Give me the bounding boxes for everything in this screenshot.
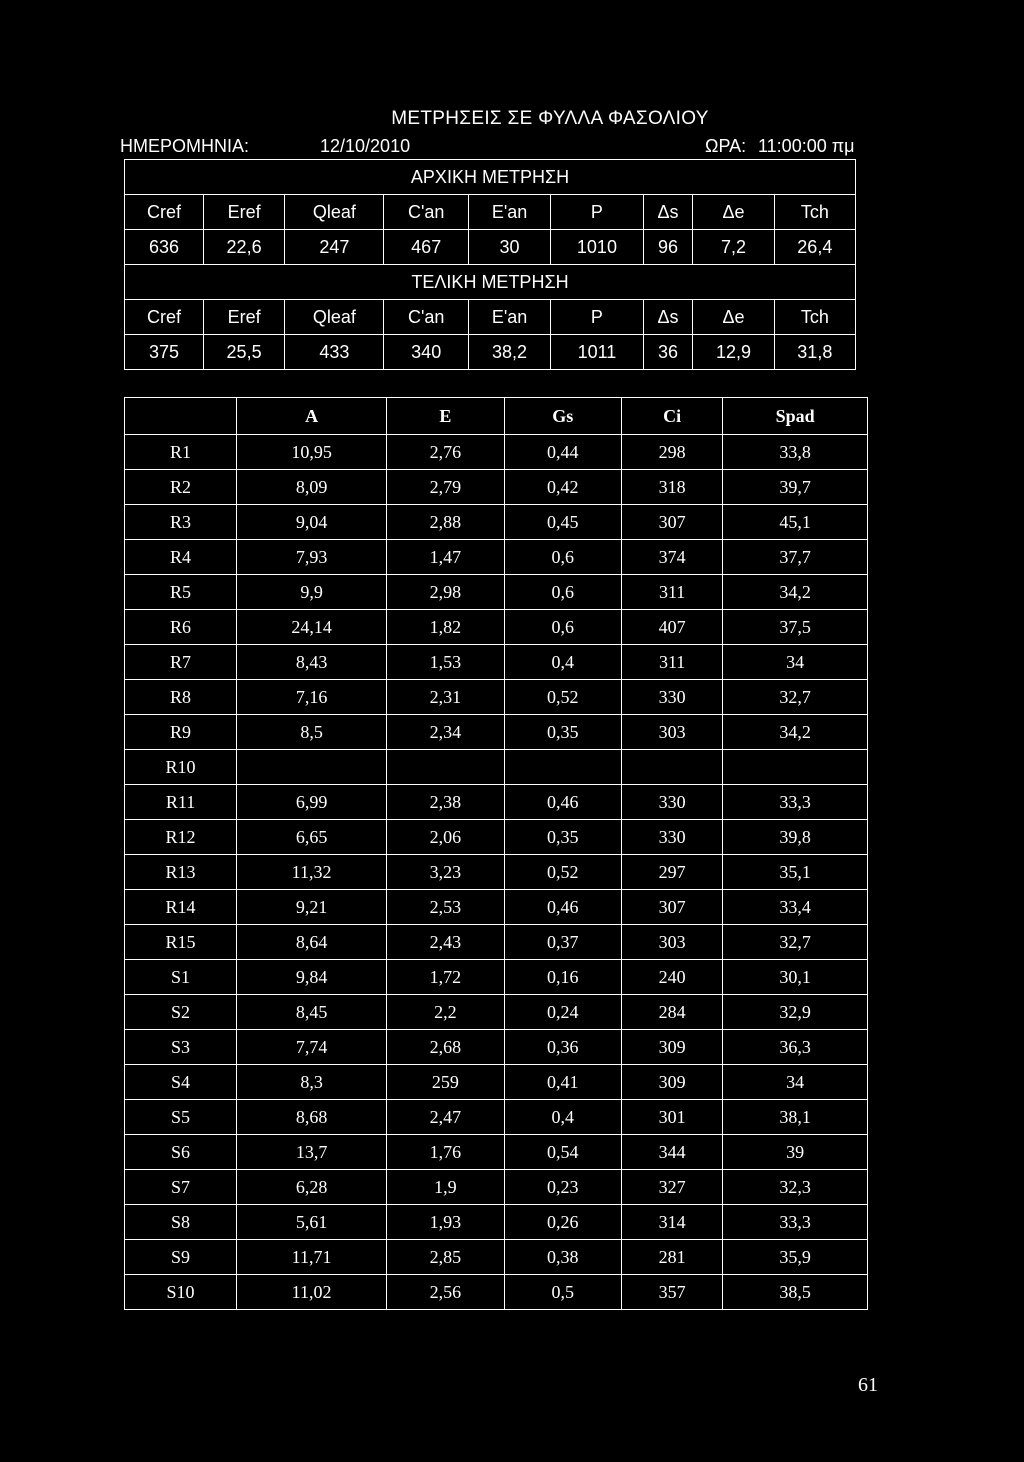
- value-cell: 31,8: [774, 335, 855, 370]
- table-cell: 8,5: [237, 715, 387, 750]
- header-cell: P: [551, 195, 644, 230]
- table-cell: 33,3: [723, 1205, 868, 1240]
- table-row: [125, 680, 868, 715]
- header-cell: E'an: [468, 300, 550, 335]
- row-label: S6: [125, 1135, 237, 1170]
- value-cell: 26,4: [774, 230, 855, 265]
- table-cell: 32,7: [723, 925, 868, 960]
- table-cell: 303: [622, 925, 723, 960]
- table-row: [125, 540, 868, 575]
- table-row: [125, 505, 868, 540]
- table-cell: 8,64: [237, 925, 387, 960]
- table-cell: 2,31: [387, 680, 504, 715]
- row-label: R9: [125, 715, 237, 750]
- table-cell: 303: [622, 715, 723, 750]
- time-value: 11:00:00 πμ: [758, 136, 855, 156]
- table-cell: 8,43: [237, 645, 387, 680]
- table-cell: 0,26: [504, 1205, 621, 1240]
- table-cell: 330: [622, 680, 723, 715]
- row-label: S3: [125, 1030, 237, 1065]
- table-cell: 0,44: [504, 435, 621, 470]
- table-cell: 0,45: [504, 505, 621, 540]
- header-cell: C'an: [384, 195, 468, 230]
- table-cell: 39,7: [723, 470, 868, 505]
- table-cell: 11,02: [237, 1275, 387, 1310]
- date-value: 12/10/2010: [320, 136, 411, 156]
- table-cell: 1,72: [387, 960, 504, 995]
- table-cell: 2,53: [387, 890, 504, 925]
- table-cell: 2,88: [387, 505, 504, 540]
- table-row: [125, 995, 868, 1030]
- table-cell: 311: [622, 645, 723, 680]
- value-cell: 12,9: [693, 335, 774, 370]
- table-cell: 2,43: [387, 925, 504, 960]
- header-cell: Δs: [643, 195, 693, 230]
- table-cell: 0,4: [504, 1100, 621, 1135]
- row-label: S4: [125, 1065, 237, 1100]
- table-cell: 0,37: [504, 925, 621, 960]
- table-row: [125, 855, 868, 890]
- table-cell: 9,04: [237, 505, 387, 540]
- row-label: R7: [125, 645, 237, 680]
- table-cell: 2,34: [387, 715, 504, 750]
- value-cell: 636: [125, 230, 204, 265]
- measurement-summary-table: [124, 159, 856, 370]
- table-row: [125, 1135, 868, 1170]
- header-cell: Qleaf: [285, 195, 384, 230]
- value-cell: 25,5: [203, 335, 284, 370]
- table-cell: 307: [622, 505, 723, 540]
- value-cell: 433: [285, 335, 384, 370]
- table-cell: 36,3: [723, 1030, 868, 1065]
- table-cell: 1,82: [387, 610, 504, 645]
- table-cell: 39: [723, 1135, 868, 1170]
- table-cell: 0,54: [504, 1135, 621, 1170]
- row-label: R12: [125, 820, 237, 855]
- header-cell: Cref: [125, 195, 204, 230]
- row-label: S8: [125, 1205, 237, 1240]
- header-cell: Δs: [643, 300, 693, 335]
- value-cell: 1010: [551, 230, 644, 265]
- header-cell: C'an: [384, 300, 468, 335]
- table-cell: 374: [622, 540, 723, 575]
- table-row: [125, 1030, 868, 1065]
- table-cell: 2,79: [387, 470, 504, 505]
- table-cell: 318: [622, 470, 723, 505]
- table-cell: 0,6: [504, 575, 621, 610]
- row-label: S7: [125, 1170, 237, 1205]
- column-header: Gs: [504, 398, 621, 435]
- table-row: [125, 645, 868, 680]
- value-cell: 96: [643, 230, 693, 265]
- table-cell: 0,41: [504, 1065, 621, 1100]
- table-cell: [237, 750, 387, 785]
- row-label: S2: [125, 995, 237, 1030]
- final-values-row: [125, 335, 856, 370]
- measurements-header-row: [125, 398, 868, 435]
- table-cell: 2,76: [387, 435, 504, 470]
- table-cell: 2,56: [387, 1275, 504, 1310]
- table-cell: 0,46: [504, 890, 621, 925]
- table-cell: 32,7: [723, 680, 868, 715]
- value-cell: 467: [384, 230, 468, 265]
- table-cell: 24,14: [237, 610, 387, 645]
- value-cell: 36: [643, 335, 693, 370]
- table-cell: 34: [723, 645, 868, 680]
- value-cell: 22,6: [203, 230, 284, 265]
- table-cell: 330: [622, 820, 723, 855]
- row-label: S1: [125, 960, 237, 995]
- table-cell: 13,7: [237, 1135, 387, 1170]
- table-cell: 5,61: [237, 1205, 387, 1240]
- table-row: [125, 925, 868, 960]
- table-cell: 2,68: [387, 1030, 504, 1065]
- table-cell: 309: [622, 1030, 723, 1065]
- table-cell: 37,7: [723, 540, 868, 575]
- table-row: [125, 785, 868, 820]
- row-label: R15: [125, 925, 237, 960]
- table-cell: [723, 750, 868, 785]
- table-cell: [622, 750, 723, 785]
- table-cell: 2,2: [387, 995, 504, 1030]
- header-cell: Tch: [774, 195, 855, 230]
- table-row: [125, 1100, 868, 1135]
- table-cell: 284: [622, 995, 723, 1030]
- table-cell: 8,45: [237, 995, 387, 1030]
- table-cell: 309: [622, 1065, 723, 1100]
- table-cell: 39,8: [723, 820, 868, 855]
- table-cell: 2,06: [387, 820, 504, 855]
- table-row: [125, 435, 868, 470]
- table-row: [125, 1275, 868, 1310]
- value-cell: 7,2: [693, 230, 774, 265]
- value-cell: 375: [125, 335, 204, 370]
- table-cell: 2,38: [387, 785, 504, 820]
- header-cell: Qleaf: [285, 300, 384, 335]
- column-header: Spad: [723, 398, 868, 435]
- row-label: R2: [125, 470, 237, 505]
- time-label: ΩΡΑ:: [705, 136, 747, 156]
- table-cell: 259: [387, 1065, 504, 1100]
- table-row: [125, 575, 868, 610]
- table-cell: 1,76: [387, 1135, 504, 1170]
- table-cell: 281: [622, 1240, 723, 1275]
- table-cell: 7,74: [237, 1030, 387, 1065]
- initial-values-row: [125, 230, 856, 265]
- row-label: R8: [125, 680, 237, 715]
- header-cell: Tch: [774, 300, 855, 335]
- table-cell: 0,16: [504, 960, 621, 995]
- table-cell: 34,2: [723, 715, 868, 750]
- table-row: [125, 470, 868, 505]
- table-cell: 9,9: [237, 575, 387, 610]
- table-cell: 0,36: [504, 1030, 621, 1065]
- table-cell: 357: [622, 1275, 723, 1310]
- table-cell: 0,6: [504, 610, 621, 645]
- table-cell: 6,28: [237, 1170, 387, 1205]
- table-cell: 8,09: [237, 470, 387, 505]
- table-cell: 0,6: [504, 540, 621, 575]
- table-row: [125, 1205, 868, 1240]
- table-cell: 344: [622, 1135, 723, 1170]
- date-label: ΗΜΕΡΟΜΗΝΙΑ:: [120, 136, 250, 156]
- table-cell: 10,95: [237, 435, 387, 470]
- column-header: Ci: [622, 398, 723, 435]
- table-cell: [387, 750, 504, 785]
- table-cell: 0,23: [504, 1170, 621, 1205]
- table-cell: [504, 750, 621, 785]
- table-cell: 0,38: [504, 1240, 621, 1275]
- document-title: ΜΕΤΡΗΣΕΙΣ ΣΕ ΦΥΛΛΑ ΦΑΣΟΛΙΟΥ: [391, 108, 709, 129]
- column-header: A: [237, 398, 387, 435]
- table-cell: 34: [723, 1065, 868, 1100]
- row-label: R6: [125, 610, 237, 645]
- table-cell: 301: [622, 1100, 723, 1135]
- table-cell: 38,1: [723, 1100, 868, 1135]
- table-row: [125, 960, 868, 995]
- table-cell: 34,2: [723, 575, 868, 610]
- value-cell: 1011: [551, 335, 644, 370]
- table-cell: 35,1: [723, 855, 868, 890]
- row-label: R10: [125, 750, 237, 785]
- row-label: S10: [125, 1275, 237, 1310]
- table-row: [125, 715, 868, 750]
- table-cell: 32,3: [723, 1170, 868, 1205]
- table-cell: 0,52: [504, 680, 621, 715]
- final-header-row: [125, 300, 856, 335]
- row-label: S9: [125, 1240, 237, 1275]
- table-cell: 0,5: [504, 1275, 621, 1310]
- header-cell: Eref: [203, 300, 284, 335]
- table-cell: 0,42: [504, 470, 621, 505]
- value-cell: 30: [468, 230, 550, 265]
- table-cell: 11,71: [237, 1240, 387, 1275]
- table-cell: 8,68: [237, 1100, 387, 1135]
- table-cell: 30,1: [723, 960, 868, 995]
- table-cell: 330: [622, 785, 723, 820]
- table-cell: 7,16: [237, 680, 387, 715]
- table-cell: 33,4: [723, 890, 868, 925]
- table-cell: 1,93: [387, 1205, 504, 1240]
- table-cell: 1,47: [387, 540, 504, 575]
- table-cell: 298: [622, 435, 723, 470]
- initial-section-row: [125, 160, 856, 195]
- table-cell: 0,4: [504, 645, 621, 680]
- table-cell: 35,9: [723, 1240, 868, 1275]
- table-cell: 311: [622, 575, 723, 610]
- header-cell: E'an: [468, 195, 550, 230]
- column-header: E: [387, 398, 504, 435]
- table-cell: 327: [622, 1170, 723, 1205]
- page-number: 61: [858, 1374, 878, 1396]
- table-cell: 38,5: [723, 1275, 868, 1310]
- table-cell: 8,3: [237, 1065, 387, 1100]
- value-cell: 340: [384, 335, 468, 370]
- table-row: [125, 610, 868, 645]
- leaf-measurements-table: [124, 397, 868, 1310]
- table-row: [125, 1240, 868, 1275]
- table-cell: 407: [622, 610, 723, 645]
- table-cell: 0,52: [504, 855, 621, 890]
- table-cell: 9,21: [237, 890, 387, 925]
- row-label: R5: [125, 575, 237, 610]
- table-cell: 240: [622, 960, 723, 995]
- table-cell: 33,3: [723, 785, 868, 820]
- table-cell: 2,47: [387, 1100, 504, 1135]
- final-section-title: ΤΕΛΙΚΗ ΜΕΤΡΗΣΗ: [125, 265, 856, 300]
- table-row: [125, 820, 868, 855]
- table-cell: 307: [622, 890, 723, 925]
- table-cell: 0,24: [504, 995, 621, 1030]
- table-cell: 9,84: [237, 960, 387, 995]
- header-cell: Cref: [125, 300, 204, 335]
- table-cell: 0,35: [504, 715, 621, 750]
- table-cell: 6,99: [237, 785, 387, 820]
- column-header: [125, 398, 237, 435]
- header-cell: Δe: [693, 300, 774, 335]
- table-row: [125, 750, 868, 785]
- table-cell: 33,8: [723, 435, 868, 470]
- table-cell: 1,53: [387, 645, 504, 680]
- table-cell: 11,32: [237, 855, 387, 890]
- row-label: R1: [125, 435, 237, 470]
- table-cell: 7,93: [237, 540, 387, 575]
- table-cell: 37,5: [723, 610, 868, 645]
- table-cell: 32,9: [723, 995, 868, 1030]
- table-row: [125, 1170, 868, 1205]
- table-cell: 2,98: [387, 575, 504, 610]
- table-cell: 2,85: [387, 1240, 504, 1275]
- row-label: R14: [125, 890, 237, 925]
- row-label: R4: [125, 540, 237, 575]
- value-cell: 38,2: [468, 335, 550, 370]
- row-label: S5: [125, 1100, 237, 1135]
- header-cell: Δe: [693, 195, 774, 230]
- table-cell: 45,1: [723, 505, 868, 540]
- table-cell: 0,46: [504, 785, 621, 820]
- table-row: [125, 1065, 868, 1100]
- row-label: R3: [125, 505, 237, 540]
- table-cell: 6,65: [237, 820, 387, 855]
- table-cell: 1,9: [387, 1170, 504, 1205]
- row-label: R11: [125, 785, 237, 820]
- row-label: R13: [125, 855, 237, 890]
- initial-section-title: ΑΡΧΙΚΗ ΜΕΤΡΗΣΗ: [125, 160, 856, 195]
- table-cell: 3,23: [387, 855, 504, 890]
- initial-header-row: [125, 195, 856, 230]
- value-cell: 247: [285, 230, 384, 265]
- table-cell: 0,35: [504, 820, 621, 855]
- final-section-row: [125, 265, 856, 300]
- table-row: [125, 890, 868, 925]
- table-cell: 314: [622, 1205, 723, 1240]
- header-cell: P: [551, 300, 644, 335]
- table-cell: 297: [622, 855, 723, 890]
- header-cell: Eref: [203, 195, 284, 230]
